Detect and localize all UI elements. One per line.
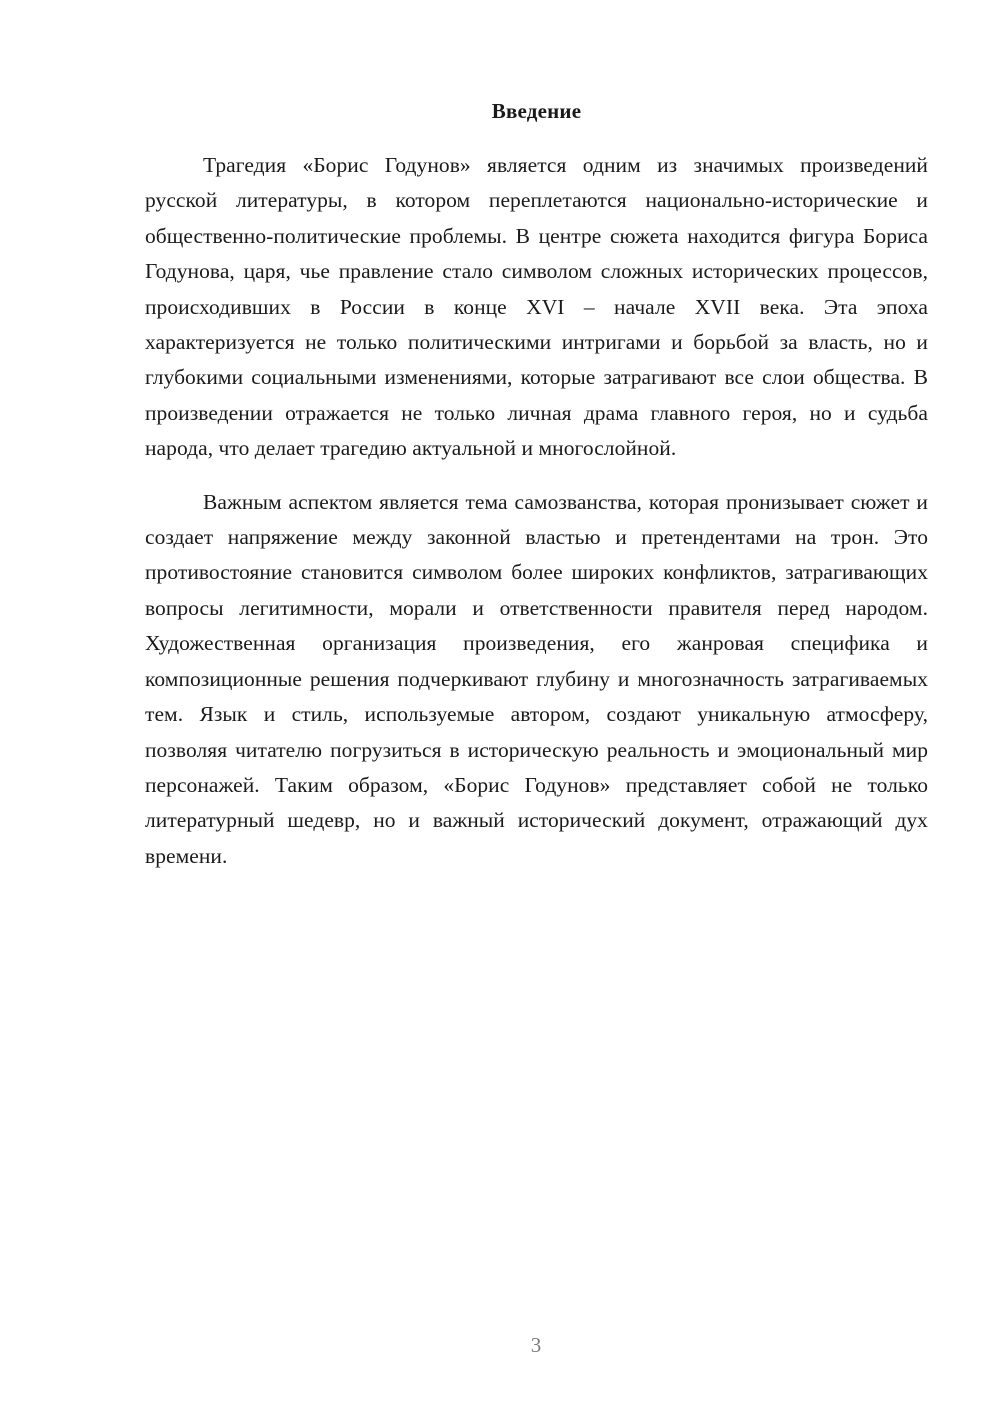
paragraph-2: Важным аспектом является тема самозванства, которая пронизывает сюжет и создает напряжение между законной властью и претендентами на трон. Это противостояние становится символом более широких конфликтов, затрагивающих вопросы легитимности, морали и ответственности правителя перед народом. Художественная организация произведения, его жанровая специфика и композиционные решения подчеркивают глубину и многозначность затрагиваемых тем. Язык и стиль, используемые автором, создают уникальную атмосферу, позволяя читателю погрузиться в историческую реальность и эмоциональный мир персонажей. Таким образом, «Борис Годунов» представляет собой не только литературный шедевр, но и важный исторический документ, отражающий дух времени. [145, 489, 928, 868]
page-content [145, 96, 928, 874]
page-number: 3 [530, 1333, 542, 1357]
paragraph-1: Трагедия «Борис Годунов» является одним из значимых произведений русской литературы, в котором переплетаются национально-исторические и общественно-политические проблемы. В центре сюжета находится фигура Бориса Годунова, царя, чье правление стало символом сложных исторических процессов, происходивших в России в конце XVI – начале XVII века. Эта эпоха характеризуется не только политическими интригами и борьбой за власть, но и глубокими социальными изменениями, которые затрагивают все слои общества. В произведении отражается не только личная драма главного героя, но и судьба народа, что делает трагедию актуальной и многослойной. [145, 153, 928, 461]
section-heading: Введение [491, 99, 582, 123]
